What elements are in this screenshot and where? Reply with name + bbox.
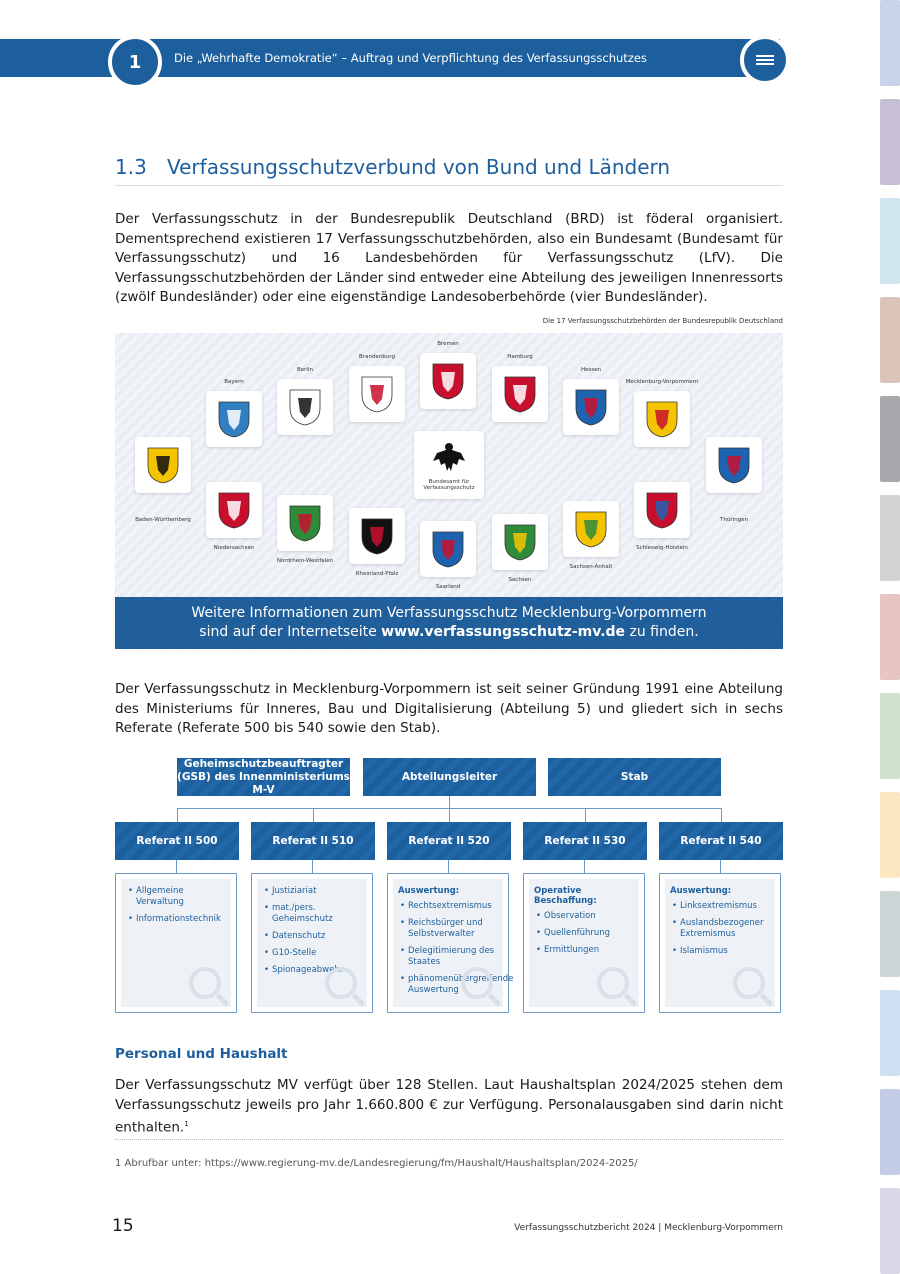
- referat-task: • Islamismus: [680, 946, 770, 957]
- state-crest: [563, 379, 619, 435]
- state-label: Bremen: [437, 341, 459, 347]
- state-crest: [206, 391, 262, 447]
- magnifier-icon: [733, 967, 765, 999]
- state-label: Thüringen: [720, 517, 748, 523]
- state-crest: [206, 482, 262, 538]
- referat-task: • Reichsbürger und Selbstverwalter: [408, 918, 498, 940]
- referat-task: • Informationstechnik: [136, 914, 226, 925]
- sidebar-tab[interactable]: [880, 1089, 900, 1175]
- state-label: Berlin: [297, 367, 313, 373]
- section-heading: [115, 155, 783, 186]
- sidebar-tab[interactable]: [880, 495, 900, 581]
- state-label: Nordrhein-Westfalen: [276, 558, 334, 564]
- section-title: Verfassungsschutzverbund von Bund und Ländern: [167, 155, 671, 179]
- referat-task: • G10-Stelle: [272, 948, 362, 959]
- sidebar-tab[interactable]: [880, 990, 900, 1076]
- sidebar-tab[interactable]: [880, 297, 900, 383]
- referat-panel: [115, 873, 237, 1013]
- state-crest: [634, 482, 690, 538]
- sidebar-tab[interactable]: [880, 1188, 900, 1274]
- referat-task: • Linksextremismus: [680, 901, 770, 912]
- state-label: Schleswig-Holstein: [636, 545, 688, 551]
- connector: [312, 860, 313, 873]
- coat-of-arms-icon: [645, 400, 679, 438]
- magnifier-icon: [461, 967, 493, 999]
- sidebar-tab[interactable]: [880, 396, 900, 482]
- state-label: Sachsen-Anhalt: [569, 564, 613, 570]
- hamburger-icon: [756, 53, 774, 67]
- coat-of-arms-icon: [717, 446, 751, 484]
- state-label: Baden-Württemberg: [135, 517, 191, 523]
- referat-heading: Operative Beschaffung:: [534, 886, 597, 906]
- connector: [721, 808, 722, 822]
- coat-of-arms-icon: [146, 446, 180, 484]
- connector: [448, 860, 449, 873]
- banner-line-1: Weitere Informationen zum Verfassungsschutz Mecklenburg-Vorpommern: [191, 605, 707, 621]
- state-crest: [492, 514, 548, 570]
- state-crest-map: [115, 333, 783, 597]
- coat-of-arms-icon: [217, 400, 251, 438]
- referat-task: • Spionageabwehr: [272, 965, 362, 976]
- connector: [585, 808, 586, 822]
- state-label: Rheinland-Pfalz: [355, 571, 399, 577]
- page-number: 15: [112, 1216, 134, 1236]
- personal-heading: Personal und Haushalt: [115, 1046, 288, 1062]
- connector: [449, 808, 450, 822]
- state-crest: [349, 508, 405, 564]
- state-crest: [420, 353, 476, 409]
- state-crest: [277, 495, 333, 551]
- connector: [313, 808, 314, 822]
- footnote-divider: [115, 1139, 783, 1140]
- coat-of-arms-icon: [288, 504, 322, 542]
- referat-panel: [523, 873, 645, 1013]
- coat-of-arms-icon: [431, 362, 465, 400]
- sidebar-tab[interactable]: [880, 891, 900, 977]
- referat-task: • mat./pers. Geheimschutz: [272, 903, 362, 925]
- chapter-number-badge: 1: [108, 35, 162, 89]
- sidebar-tab[interactable]: [880, 594, 900, 680]
- referat-heading: Auswertung:: [398, 886, 460, 896]
- state-label: Niedersachsen: [213, 545, 255, 551]
- sidebar-tab[interactable]: [880, 0, 900, 86]
- state-label: Saarland: [435, 584, 461, 590]
- footer-title: Verfassungsschutzbericht 2024 | Mecklenburg-Vorpommern: [514, 1223, 783, 1233]
- menu-button[interactable]: [740, 35, 790, 85]
- referat-task: • Datenschutz: [272, 931, 362, 942]
- sidebar-tab[interactable]: [880, 99, 900, 185]
- referat-task: • Allgemeine Verwaltung: [136, 886, 226, 908]
- abteilungsleiter-box: Abteilungsleiter: [363, 758, 536, 796]
- state-label: Mecklenburg-Vorpommern: [625, 379, 699, 385]
- website-link[interactable]: www.verfassungsschutz-mv.de: [381, 624, 626, 640]
- chapter-title: Die „Wehrhafte Demokratie“ – Auftrag und Verpflichtung des Verfassungsschutzes: [174, 51, 647, 65]
- referat-task: • Auslandsbezogener Extremismus: [680, 918, 770, 940]
- referat-task: • Observation: [544, 911, 634, 922]
- federal-eagle-crest: [414, 431, 484, 499]
- federal-office-label: Bundesamt für Verfassungsschutz: [423, 479, 475, 491]
- state-crest: [277, 379, 333, 435]
- gsb-box: Geheimschutzbeauftragter (GSB) des Innenministeriums M-V: [177, 757, 350, 796]
- stab-box: Stab: [548, 758, 721, 796]
- state-label: Bayern: [224, 379, 244, 385]
- coat-of-arms-icon: [288, 388, 322, 426]
- coat-of-arms-icon: [574, 510, 608, 548]
- mv-paragraph: Der Verfassungsschutz in Mecklenburg-Vorpommern ist seit seiner Gründung 1991 eine Abteilung des Ministeriums für Inneres, Bau und Digitalisierung (Abteilung 5) und gliedert sich in sechs Referate (Referate 500 bis 540 sowie den Stab).: [115, 681, 783, 736]
- referat-heading: Auswertung:: [670, 886, 732, 896]
- referat-task: • phänomenübergreifende Auswertung: [408, 974, 498, 996]
- intro-paragraph: Der Verfassungsschutz in der Bundesrepublik Deutschland (BRD) ist föderal organisiert. Dementsprechend existieren 17 Verfassungsschutzbehörden, also ein Bundesamt (Bundesamt für Verfassungsschutz) und 16 Landesbehörden für Verfassungsschutz (LfV). Die Verfassungsschutzbehörden der Länder sind entweder eine Abteilung des jeweiligen Innenressorts (zwölf Bundesländer) oder eine eigenständige Landesoberbehörde (vier Bundesländer).: [115, 211, 783, 305]
- referat-header: Referat II 510: [251, 822, 375, 860]
- state-crest: [634, 391, 690, 447]
- referat-header: Referat II 530: [523, 822, 647, 860]
- referat-panel: [659, 873, 781, 1013]
- state-crest: [563, 501, 619, 557]
- connector: [177, 808, 178, 822]
- referat-task: • Quellenführung: [544, 928, 634, 939]
- coat-of-arms-icon: [217, 491, 251, 529]
- coat-of-arms-icon: [574, 388, 608, 426]
- coat-of-arms-icon: [503, 375, 537, 413]
- referat-panel: [251, 873, 373, 1013]
- state-crest: [420, 521, 476, 577]
- footnote: 1 Abrufbar unter: https://www.regierung-mv.de/Landesregierung/fm/Haushalt/Haushaltsplan/2024-2025/: [115, 1158, 638, 1169]
- banner-line-2: sind auf der Internetseite www.verfassungsschutz-mv.de zu finden.: [199, 624, 699, 640]
- state-crest: [492, 366, 548, 422]
- referat-panel: [387, 873, 514, 1013]
- eagle-icon: [429, 439, 469, 479]
- referat-header: Referat II 500: [115, 822, 239, 860]
- coat-of-arms-icon: [431, 530, 465, 568]
- coat-of-arms-icon: [503, 523, 537, 561]
- personal-paragraph: Der Verfassungsschutz MV verfügt über 128 Stellen. Laut Haushaltsplan 2024/2025 stehen dem Verfassungsschutz jeweils pro Jahr 1.660.800 € zur Verfügung. Personalausgaben sind darin nicht enthalten.$^1$: [115, 1077, 783, 1136]
- referat-task: • Delegitimierung des Staates: [408, 946, 498, 968]
- coat-of-arms-icon: [645, 491, 679, 529]
- state-crest: [706, 437, 762, 493]
- state-crest: [349, 366, 405, 422]
- connector: [584, 860, 585, 873]
- referat-task: • Rechtsextremismus: [408, 901, 498, 912]
- connector: [720, 860, 721, 873]
- state-label: Sachsen: [508, 577, 532, 583]
- magnifier-icon: [597, 967, 629, 999]
- referat-header: Referat II 520: [387, 822, 511, 860]
- referat-task: • Justiziariat: [272, 886, 362, 897]
- state-crest: [135, 437, 191, 493]
- magnifier-icon: [189, 967, 221, 999]
- figure-caption: Die 17 Verfassungsschutzbehörden der Bundesrepublik Deutschland: [542, 317, 783, 325]
- sidebar-tab[interactable]: [880, 792, 900, 878]
- referat-task: • Ermittlungen: [544, 945, 634, 956]
- state-label: Hessen: [580, 367, 602, 373]
- sidebar-tab[interactable]: [880, 198, 900, 284]
- coat-of-arms-icon: [360, 517, 394, 555]
- state-label: Hamburg: [507, 354, 533, 360]
- state-label: Brandenburg: [359, 354, 395, 360]
- sidebar-tab[interactable]: [880, 693, 900, 779]
- magnifier-icon: [325, 967, 357, 999]
- info-banner: [115, 597, 783, 649]
- section-number: 1.3: [115, 155, 147, 179]
- footnote-ref[interactable]: 1: [184, 1120, 189, 1128]
- referat-header: Referat II 540: [659, 822, 783, 860]
- connector: [176, 860, 177, 873]
- coat-of-arms-icon: [360, 375, 394, 413]
